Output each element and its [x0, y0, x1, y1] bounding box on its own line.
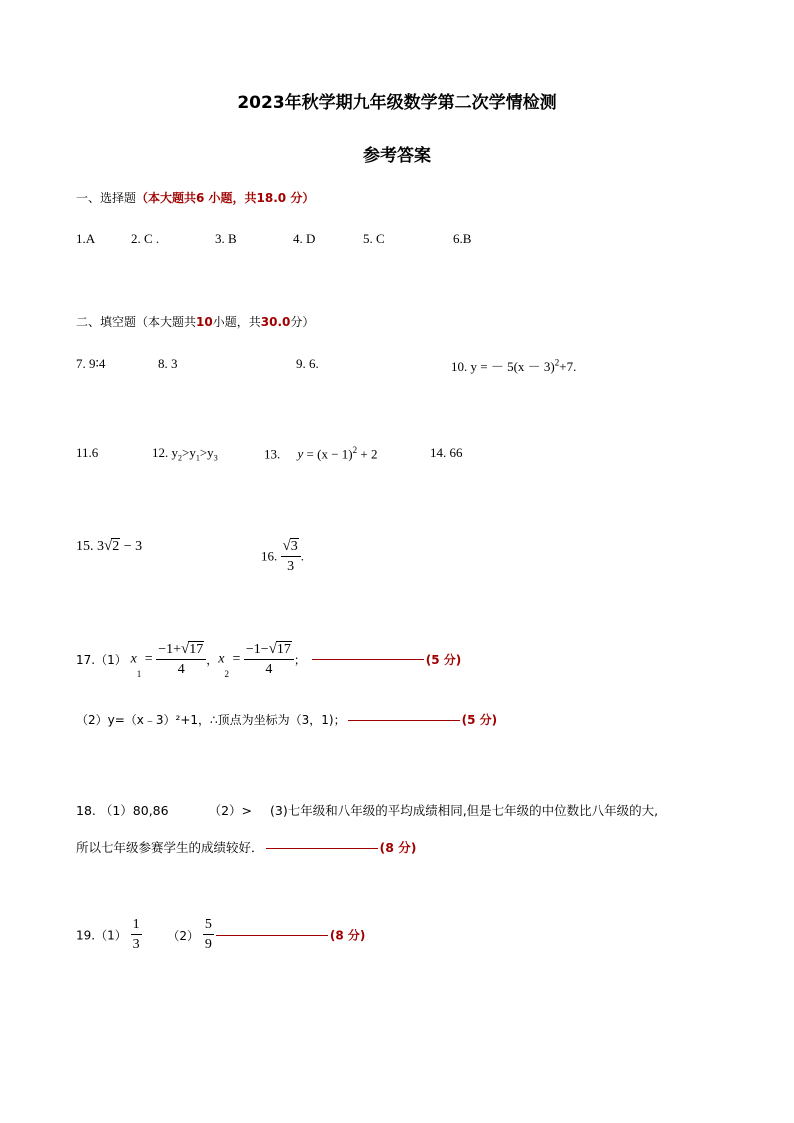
page-subtitle: 参考答案 — [363, 146, 431, 166]
sqrt-symbol: √ — [282, 538, 291, 554]
answer-6: 6.B — [453, 231, 472, 246]
answer-12-a: 12. y — [152, 445, 178, 460]
answer-17-x1-radicand: 17 — [189, 642, 204, 657]
answer-19-p2-numerator: 5 — [203, 917, 214, 935]
answer-15 — [76, 538, 142, 555]
section-fill-note-end: 分） — [290, 315, 315, 329]
answer-18-part3: (3)七年级和八年级的平均成绩相同,但是七年级的中位数比八年级的大, — [270, 803, 659, 818]
answer-17-x1-denominator: 4 — [177, 662, 185, 677]
section-choice-heading — [76, 189, 314, 206]
answer-10-expr: 10. y = － 5(x － 3) — [451, 359, 555, 374]
answer-17-score: (5 分) — [425, 653, 462, 667]
answer-19-label2: （2） — [167, 928, 200, 943]
answer-19-label: 19.（1） — [76, 928, 127, 943]
answer-14: 14. 66 — [430, 445, 463, 460]
answer-15-coef: 3 — [97, 539, 104, 554]
answer-13-expr: = (x − 1) — [303, 446, 353, 462]
section-choice-note: （本大题共6 小题，共18.0 分） — [136, 191, 315, 205]
answer-13-y: y — [297, 446, 304, 462]
answer-19-p1-numerator: 1 — [131, 917, 142, 935]
answer-16-denominator: 3 — [287, 559, 295, 574]
answer-17-separator: ， — [206, 653, 219, 667]
section-choice-label: 一、选择题 — [76, 191, 137, 205]
answer-19-p2-denominator: 9 — [204, 937, 212, 952]
answer-17-part2-score: (5 分) — [461, 713, 498, 727]
page-title: 2023年秋学期九年级数学第二次学情检测 — [237, 93, 557, 113]
answer-17-label: 17.（1） — [76, 653, 127, 667]
answer-13-label: 13. — [264, 446, 281, 462]
answer-17-x2: x — [218, 651, 225, 667]
answer-17-part1: 17.（1） $x_1$ = $\frac{-1+√17}{4}$ ，$x_2$ = $\frac{-1-√17}{4}$ ； (5 分) — [76, 641, 462, 679]
answer-17-x2-num-pre: −1− — [245, 642, 269, 657]
section-fill-label: 二、填空题 — [76, 315, 137, 329]
section-fill-count: 10 — [196, 315, 213, 329]
answer-9: 9. 6. — [296, 356, 319, 371]
answer-19-p1-denominator: 3 — [132, 937, 140, 952]
answer-19-score: (8 分) — [329, 928, 366, 943]
answer-17-x1: x — [130, 651, 137, 667]
answer-8: 8. 3 — [158, 356, 178, 371]
answer-11: 11.6 — [76, 445, 99, 460]
answer-15-label: 15. — [76, 539, 94, 554]
score-dash — [216, 935, 328, 936]
answer-19-p2-fraction — [203, 917, 214, 953]
score-dash — [312, 659, 424, 660]
answer-10 — [451, 356, 576, 375]
answer-19 — [76, 917, 365, 953]
sqrt-symbol: √ — [268, 641, 277, 657]
answer-12 — [152, 445, 218, 463]
answer-17-x1-numerator — [156, 641, 206, 660]
answer-17-x2-fraction — [244, 641, 294, 678]
answer-10-tail: +7. — [559, 359, 577, 374]
answer-16-numerator — [281, 538, 301, 557]
answer-16-radicand: 3 — [290, 539, 298, 554]
answer-16 — [261, 538, 304, 575]
answer-13-tail: + 2 — [357, 446, 378, 462]
answer-12-c: >y — [199, 445, 214, 460]
answer-17-x2-denominator: 4 — [265, 662, 273, 677]
answer-13-exponent: 2 — [352, 445, 358, 455]
answer-18-part1: 18. （1）80,86 — [76, 803, 169, 818]
answer-12-sub3: 3 — [213, 453, 218, 463]
answer-3: 3. B — [215, 231, 237, 246]
answer-17-x2-sub: 2 — [224, 669, 229, 679]
answer-4: 4. D — [293, 231, 316, 246]
answer-1: 1.A — [76, 231, 96, 246]
section-fill-heading — [76, 313, 314, 330]
answer-12-b: >y — [182, 445, 196, 460]
answer-16-fraction — [281, 538, 301, 575]
score-dash — [348, 720, 460, 721]
answer-17-x1-sub: 1 — [136, 669, 142, 679]
answer-17-x2-radicand: 17 — [276, 642, 291, 657]
answer-12-sub1: 2 — [178, 453, 182, 463]
answer-18-score: (8 分) — [379, 840, 417, 855]
answer-2: 2. C . — [131, 231, 160, 246]
section-fill-score: 30.0 — [260, 315, 291, 329]
sqrt-symbol: √ — [104, 538, 113, 554]
answer-16-label: 16. — [261, 548, 278, 564]
answer-12-sub2: 1 — [195, 453, 200, 463]
answer-17-part2-text: （2）y=（x﹣3）²+1，∴顶点为坐标为（3，1)； — [76, 713, 346, 727]
section-fill-note-pre: （本大题共 — [136, 315, 197, 329]
section-fill-note-mid: 小题，共 — [212, 315, 261, 329]
answer-19-p1-fraction — [131, 917, 142, 953]
answer-5: 5. C — [363, 231, 385, 246]
answer-17-end: ； — [293, 653, 306, 667]
answer-17-part2 — [76, 711, 497, 728]
answer-16-period: . — [300, 548, 304, 564]
answer-10-exponent: 2 — [554, 357, 560, 368]
sqrt-symbol: √ — [180, 641, 190, 657]
answer-18-line2-text: 所以七年级参赛学生的成绩较好． — [76, 840, 264, 855]
answer-17-x1-fraction — [156, 641, 206, 678]
answer-18-line1 — [76, 801, 658, 819]
answer-15-radicand: 2 — [112, 539, 120, 554]
score-dash — [266, 848, 378, 849]
answer-13 — [264, 445, 377, 462]
answer-18-line2 — [76, 838, 417, 856]
answer-18-part2: （2）> — [208, 803, 253, 818]
answer-17-x1-num-pre: −1+ — [158, 642, 181, 657]
answer-17-x2-numerator — [244, 641, 294, 660]
answer-15-tail: − 3 — [120, 539, 143, 554]
answer-7: 7. 9∶4 — [76, 356, 106, 371]
